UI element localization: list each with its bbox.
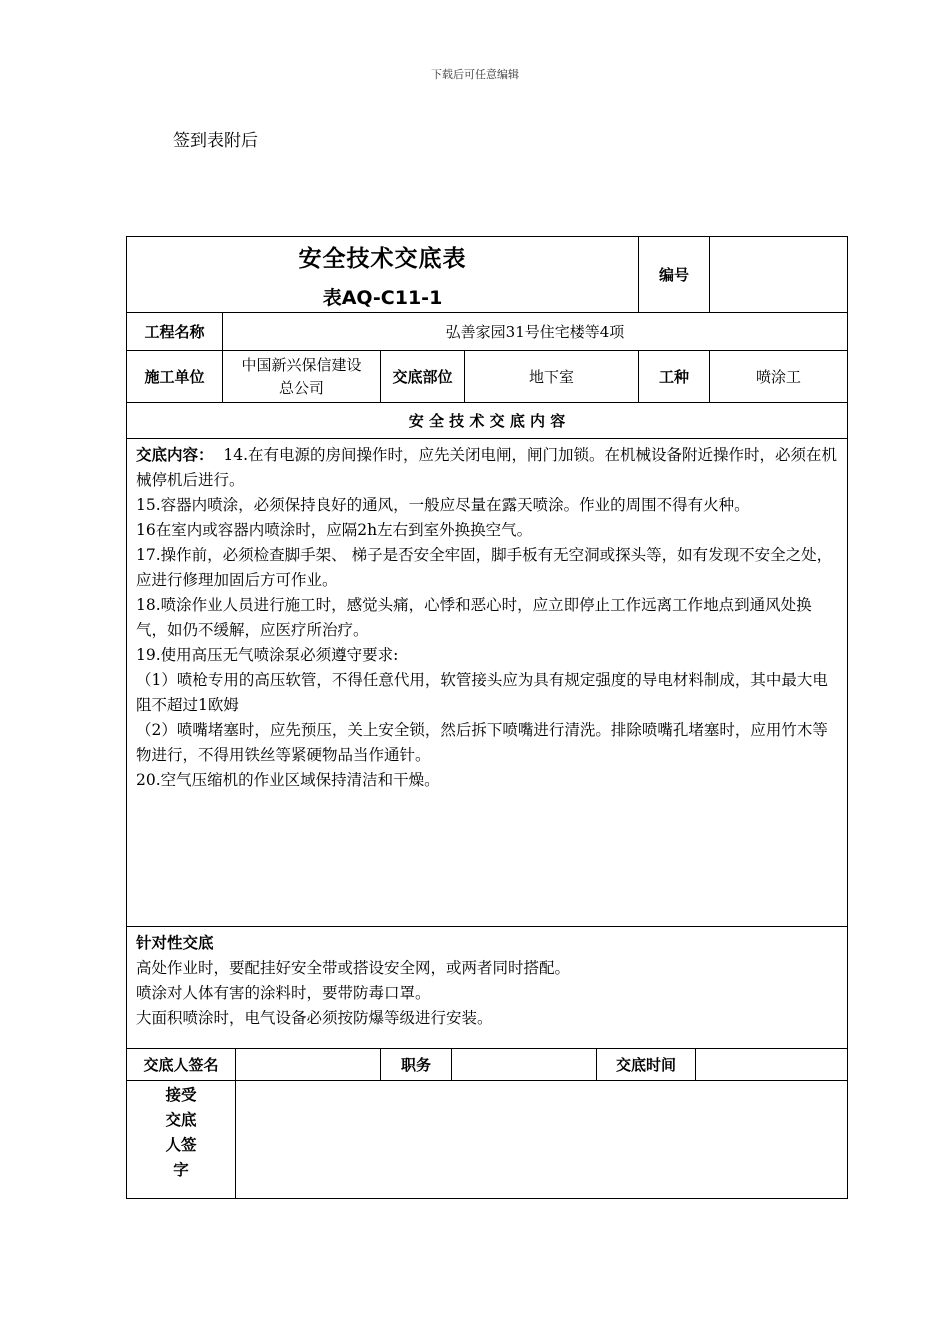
content-item-18: 18.喷涂作业人员进行施工时，感觉头痛，心悸和恶心时，应立即停止工作远离工作地点到通风处换气，如仍不缓解，应医疗所治疗。 (136, 596, 812, 639)
disclosure-time-field[interactable] (696, 1049, 847, 1081)
project-name-value: 弘善家园31号住宅楼等4项 (223, 313, 847, 351)
disclosure-content (127, 439, 847, 927)
page-header-note: 下载后可任意编辑 (431, 68, 519, 81)
content-item-16: 16在室内或容器内喷涂时，应隔2h左右到室外换换空气。 (136, 521, 533, 539)
targeted-label: 针对性交底 (136, 934, 214, 952)
form-title: 安全技术交底表 (298, 245, 467, 272)
location-value: 地下室 (465, 351, 639, 403)
number-field[interactable] (710, 237, 847, 313)
content-item-15: 15.容器内喷涂，必须保持良好的通风，一般应尽量在露天喷涂。作业的周围不得有火种。 (136, 496, 750, 514)
targeted-item: 喷涂对人体有害的涂料时，要带防毒口罩。 (136, 984, 431, 1002)
targeted-item: 高处作业时，要配挂好安全带或搭设安全网，或两者同时搭配。 (136, 959, 571, 977)
content-header: 安 全 技 术 交 底 内 容 (127, 403, 847, 439)
content-item-17: 17.操作前，必须检查脚手架、 梯子是否安全牢固，脚手板有无空洞或探头等，如有发现不安全之处，应进行修理加固后方可作业。 (136, 546, 833, 589)
location-label: 交底部位 (381, 351, 465, 403)
content-item-19-1: （1）喷枪专用的高压软管，不得任意代用，软管接头应为具有规定强度的导电材料制成，其中最大电阻不超过1欧姆 (136, 671, 828, 714)
position-label: 职务 (381, 1049, 452, 1081)
receiver-sign-label: 接受 交底 人签 字 (127, 1081, 236, 1198)
project-name-label: 工程名称 (127, 313, 223, 351)
content-label: 交底内容： (136, 446, 214, 464)
trade-label: 工种 (639, 351, 710, 403)
content-item-20: 20.空气压缩机的作业区域保持清洁和干燥。 (136, 771, 440, 789)
discloser-sign-field[interactable] (236, 1049, 381, 1081)
number-label: 编号 (639, 237, 710, 313)
position-field[interactable] (452, 1049, 597, 1081)
contractor-value-line2: 总公司 (278, 378, 324, 397)
contractor-label: 施工单位 (127, 351, 223, 403)
contractor-value-line1: 中国新兴保信建设 (241, 355, 362, 374)
trade-value: 喷涂工 (710, 351, 847, 403)
content-item-14: 交底内容： 14.在有电源的房间操作时，应先关闭电闸，闸门加锁。在机械设备附近操作时，必须在机械停机后进行。 (136, 446, 838, 489)
contractor-value (223, 351, 381, 403)
discloser-sign-label: 交底人签名 (127, 1049, 236, 1081)
form-code: 表AQ-C11-1 (322, 286, 443, 309)
disclosure-time-label: 交底时间 (597, 1049, 696, 1081)
title-cell (127, 237, 639, 313)
content-item-19-2: （2）喷嘴堵塞时，应先预压，关上安全锁，然后拆下喷嘴进行清洗。排除喷嘴孔堵塞时，应用竹木等物进行，不得用铁丝等紧硬物品当作通针。 (136, 721, 828, 764)
targeted-item: 大面积喷涂时，电气设备必须按防爆等级进行安装。 (136, 1009, 493, 1027)
safety-disclosure-form (126, 236, 848, 1199)
receiver-sign-field[interactable] (236, 1081, 847, 1198)
signin-note: 签到表附后 (173, 131, 258, 151)
targeted-disclosure (127, 927, 847, 1049)
content-item-19: 19.使用高压无气喷涂泵必须遵守要求: (136, 646, 399, 664)
